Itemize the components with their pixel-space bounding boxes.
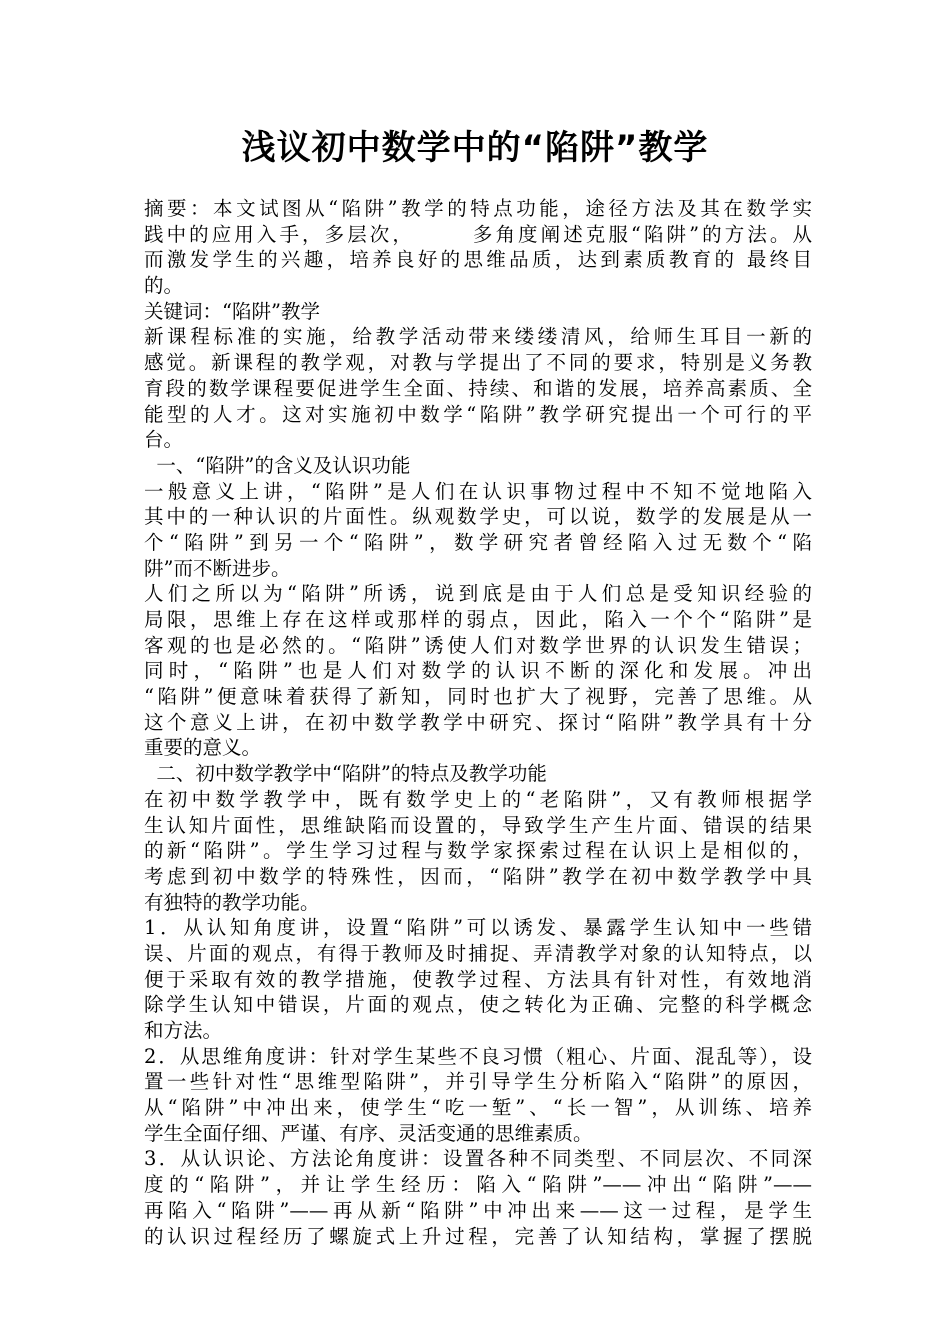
text-line: 和方法。 [144,1019,223,1042]
text-line: 的新“陷阱”。学生学习过程与数学家探索过程在认识上是相似的， [144,839,812,863]
text-line: 这个意义上讲，在初中数学教学中研究、探讨“陷阱”教学具有十分 [144,710,812,734]
text-line: 同时，“陷阱”也是人们对数学的认识不断的深化和发展。冲出 [144,659,812,683]
text-line: 局限，思维上存在这样或那样的弱点，因此，陷入一个个“陷阱”是 [144,608,812,631]
text-line: 重要的意义。 [144,736,262,760]
text-line: 践中的应用入手，多层次， 多角度阐述克服“陷阱”的方法。从 [144,222,812,246]
text-line: 3．从认识论、方法论角度讲：设置各种不同类型、不同层次、不同深 [144,1147,812,1171]
text-line: 误、片面的观点，有得于教师及时捕捉、弄清教学对象的认知特点，以 [144,941,812,965]
text-line: 关键词：“陷阱”教学 [144,299,320,323]
text-line: 再陷入“陷阱”——再从新“陷阱”中冲出来——这一过程，是学生 [144,1198,812,1222]
text-line: 一般意义上讲，“陷阱”是人们在认识事物过程中不知不觉地陷入 [144,479,812,503]
text-line: 育段的数学课程要促进学生全面、持续、和谐的发展，培养高素质、全 [144,376,812,400]
text-line: 新课程标准的实施，给教学活动带来缕缕清风，给师生耳目一新的 [144,325,812,349]
text-line: 有独特的教学功能。 [144,890,320,914]
text-line: 学生全面仔细、严谨、有序、灵活变通的思维素质。 [144,1121,593,1145]
text-line: 阱”而不断进步。 [144,556,291,580]
text-line: 从“陷阱”中冲出来，使学生“吃一堑”、“长一智”，从训练、培养 [144,1096,812,1120]
document-body [144,196,812,1249]
text-line: 能型的人才。这对实施初中数学“陷阱”教学研究提出一个可行的平 [144,402,812,426]
text-line: “陷阱”便意味着获得了新知，同时也扩大了视野，完善了思维。从 [144,685,812,709]
text-line: 除学生认知中错误，片面的观点，使之转化为正确、完整的科学概念 [144,993,812,1017]
text-line: 在初中数学教学中，既有数学史上的“老陷阱”，又有教师根据学 [144,787,812,811]
text-line: 生认知片面性，思维缺陷而设置的，导致学生产生片面、错误的结果 [144,813,812,837]
text-line: 其中的一种认识的片面性。纵观数学史，可以说，数学的发展是从一 [144,505,812,529]
text-line: 1．从认知角度讲，设置“陷阱”可以诱发、暴露学生认知中一些错 [144,916,812,940]
text-line: 感觉。新课程的教学观，对教与学提出了不同的要求，特别是义务教 [144,351,812,375]
text-line: 的认识过程经历了螺旋式上升过程，完善了认知结构，掌握了摆脱 [144,1224,812,1248]
text-line: 度的“陷阱”，并让学生经历：陷入“陷阱”——冲出“陷阱”—— [144,1173,812,1197]
text-line: 客观的也是必然的。“陷阱”诱使人们对数学世界的认识发生错误； [144,633,812,657]
text-line: 而激发学生的兴趣，培养良好的思维品质，达到素质教育的 最终目 [144,248,812,272]
text-line: 摘要：本文试图从“陷阱”教学的特点功能，途径方法及其在数学实 [144,197,812,220]
text-line: 人们之所以为“陷阱”所诱，说到底是由于人们总是受知识经验的 [144,582,812,606]
text-line: 个“陷阱”到另一个“陷阱”，数学研究者曾经陷入过无数个“陷 [144,530,812,554]
text-line: 的。 [144,274,184,298]
text-line: 考虑到初中数学的特殊性，因而，“陷阱”教学在初中数学教学中具 [144,864,812,888]
text-line: 一、“陷阱”的含义及认识功能 [144,453,411,477]
text-line: 置一些针对性“思维型陷阱”，并引导学生分析陷入“陷阱”的原因， [144,1070,812,1094]
text-line: 2．从思维角度讲：针对学生某些不良习惯（粗心、片面、混乱等），设 [144,1044,812,1068]
document-title: 浅议初中数学中的“陷阱”教学 [241,128,709,168]
text-line: 便于采取有效的教学措施，使教学过程、方法具有针对性，有效地消 [144,967,812,991]
text-line: 台。 [144,428,184,452]
text-line: 二、初中数学教学中“陷阱”的特点及教学功能 [144,762,547,786]
